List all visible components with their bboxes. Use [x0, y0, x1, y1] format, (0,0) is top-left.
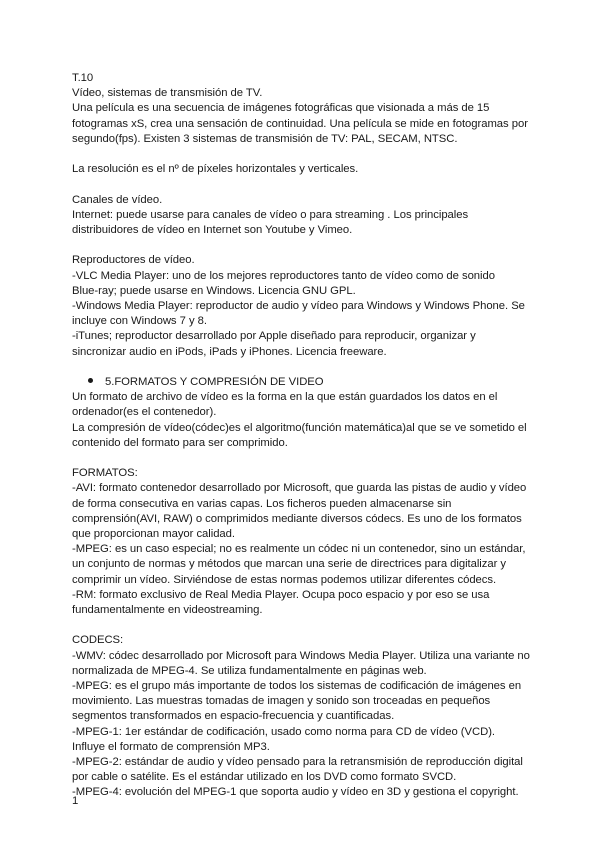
intro-line: fotogramas xS, crea una sensación de continuidad. Una película se mide en fotogramas por — [72, 117, 528, 130]
formats-line: -AVI: formato contenedor desarrollado por Microsoft, que guarda las pistas de audio y vídeo — [72, 482, 527, 495]
formats-line: de forma consecutiva en varias capas. Los ficheros pueden almacenarse sin — [72, 497, 452, 510]
formats-line: comprensión(AVI, RAW) o comprimidos mediante diversos códecs. Es uno de los formatos — [72, 512, 522, 525]
codecs-line: Influye el formato de comprensión MP3. — [72, 740, 270, 753]
players-line: sincronizar audio en iPods, iPads y iPhones. Licencia freeware. — [72, 345, 387, 358]
intro-paragraph — [72, 101, 532, 147]
section-5-line: La compresión de vídeo(códec)es el algoritmo(función matemática)al que se ve sometido el — [72, 421, 527, 434]
section-5-line: contenido del formato para ser comprimido. — [72, 436, 288, 449]
codecs-line: -MPEG-1: 1er estándar de codificación, usado como norma para CD de vídeo (VCD). — [72, 725, 496, 738]
bullet-icon — [88, 378, 93, 383]
resolution-paragraph: La resolución es el nº de píxeles horizontales y verticales. — [72, 163, 359, 176]
document-body — [72, 71, 532, 801]
formats-line: comprimir un vídeo. Sirviéndose de estas normas podemos utilizar diferentes códecs. — [72, 573, 497, 586]
channels-line: distribuidores de vídeo en Internet son Youtube y Vimeo. — [72, 224, 353, 236]
codecs-line: movimiento. Las muestras tomadas de imagen y sonido son troceadas en pequeños — [72, 695, 491, 708]
document-title: Vídeo, sistemas de transmisión de TV. — [72, 87, 263, 100]
unit-label: T.10 — [72, 72, 94, 84]
section-5 — [72, 375, 532, 451]
codecs-line: -WMV: códec desarrollado por Microsoft para Windows Media Player. Utiliza una variante no — [72, 649, 530, 662]
players-line: -iTunes; reproductor desarrollado por Apple diseñado para reproducir, organizar y — [72, 330, 476, 343]
codecs-line: -MPEG: es el grupo más importante de todos los sistemas de codificación de imágenes en — [72, 680, 522, 693]
players-line: Blue-ray; puede usarse en Windows. Licencia GNU GPL. — [72, 284, 356, 297]
players-heading: Reproductores de vídeo. — [72, 254, 195, 267]
codecs-line: -MPEG-2: estándar de audio y vídeo pensado para la retransmisión de reproducción digital — [72, 756, 523, 769]
formats-line: -RM: formato exclusivo de Real Media Player. Ocupa poco espacio y por eso se usa — [72, 588, 490, 601]
intro-line: segundo(fps). Existen 3 sistemas de transmisión de TV: PAL, SECAM, NTSC. — [72, 132, 458, 145]
codecs-line: -MPEG-4: evolución del MPEG-1 que soporta audio y vídeo en 3D y gestiona el copyright. — [72, 786, 519, 799]
section-5-line: ordenador(es el contenedor). — [72, 406, 217, 419]
codecs-heading: CODECS: — [72, 634, 124, 647]
formats-heading: FORMATOS: — [72, 467, 138, 480]
codecs-line: normalizada de MPEG-4. Se utiliza fundamentalmente en páginas web. — [72, 664, 427, 677]
formats-line: un conjunto de normas y métodos que marcan una serie de directrices para digitalizar y — [72, 558, 507, 571]
channels-heading: Canales de vídeo. — [72, 193, 163, 206]
channels-section — [72, 193, 532, 239]
section-5-heading-text: 5.FORMATOS Y COMPRESIÓN DE VIDEO — [105, 376, 324, 388]
section-5-line: Un formato de archivo de vídeo es la forma en la que están guardados los datos en el — [72, 391, 498, 404]
codecs-line: segmentos transformados en espacio-frecuencia y cuantificadas. — [72, 710, 395, 723]
players-line: -VLC Media Player: uno de los mejores reproductores tanto de vídeo como de sonido — [72, 269, 495, 282]
codecs-section — [72, 633, 532, 800]
intro-line: Una película es una secuencia de imágenes fotográficas que visionada a más de 15 — [72, 102, 490, 115]
codecs-line: por cable o satélite. Es el estándar utilizado en los DVD como formato SVCD. — [72, 771, 457, 784]
formats-line: que proporcionan mayor calidad. — [72, 528, 235, 541]
formats-section — [72, 466, 532, 618]
players-line: -Windows Media Player: reproductor de audio y vídeo para Windows y Windows Phone. Se — [72, 300, 525, 312]
section-5-heading — [72, 375, 532, 390]
channels-line: Internet: puede usarse para canales de vídeo o para streaming . Los principales — [72, 208, 469, 221]
page-number: 1 — [72, 795, 79, 807]
players-line: incluye con Windows 7 y 8. — [72, 315, 207, 328]
players-section — [72, 253, 532, 359]
formats-line: fundamentalmente en videostreaming. — [72, 604, 263, 617]
formats-line: -MPEG: es un caso especial; no es realmente un códec ni un contenedor, sino un estándar, — [72, 543, 526, 556]
